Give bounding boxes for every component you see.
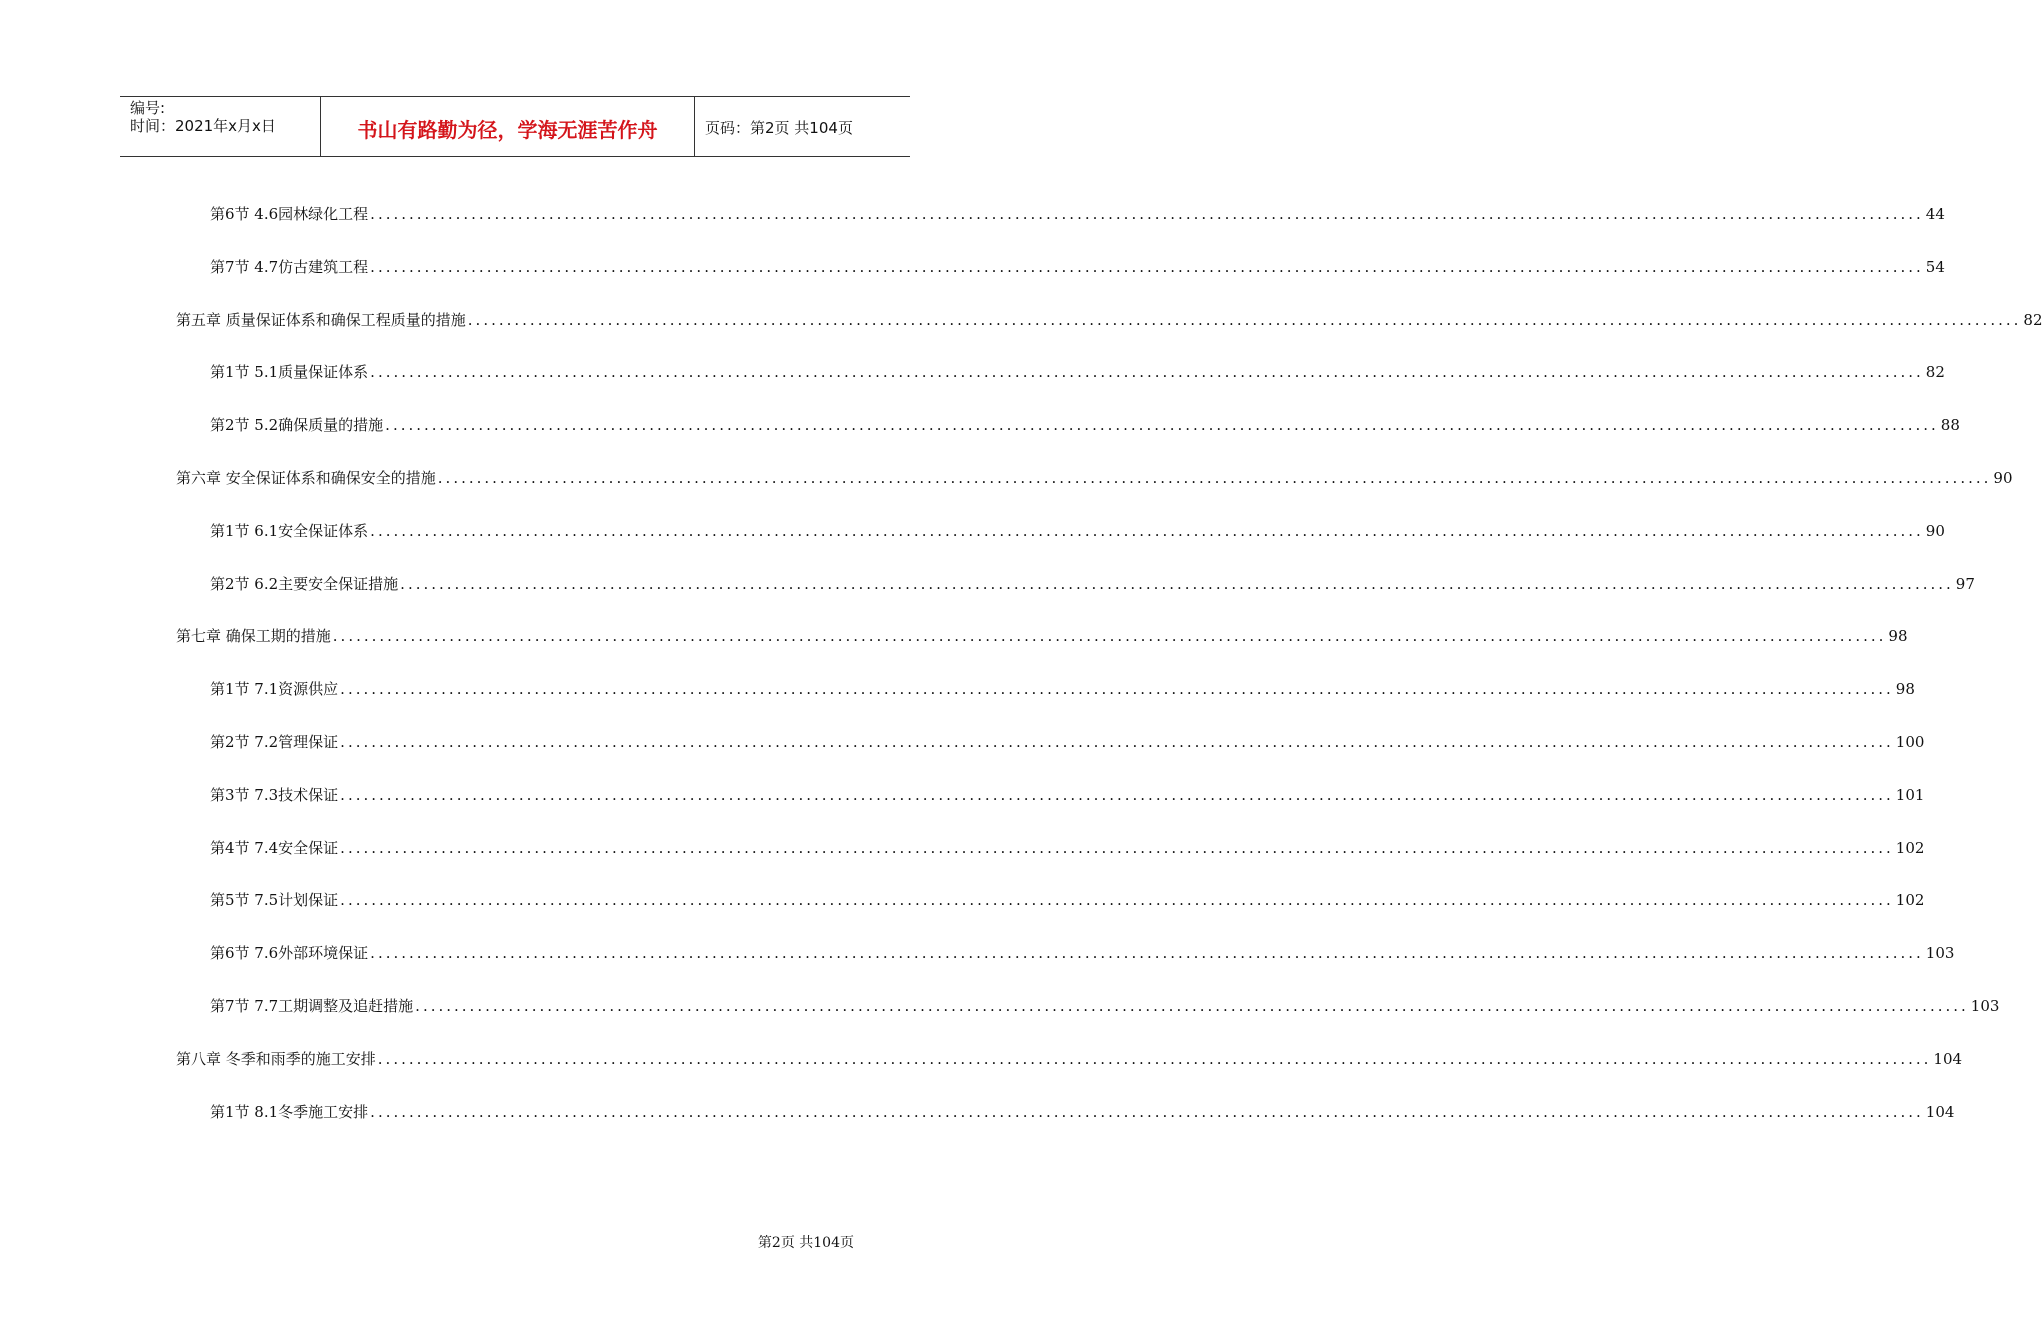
toc-dot-leader: ........................................................................................................................................................................................................ [385,416,1939,434]
header-motto: 书山有路勤为径，学海无涯苦作舟 [357,118,658,142]
toc-entry-page: 82 [1925,363,1945,381]
toc-entry-page: 103 [1970,997,2000,1015]
toc-section-entry[interactable] [210,890,1925,910]
toc-entry-title: 第7节 7.7工期调整及追赶措施 [210,997,414,1015]
toc-entry-page: 103 [1925,944,1955,962]
toc-chapter-entry[interactable] [176,626,1908,646]
toc-entry-title: 第1节 8.1冬季施工安排 [210,1103,369,1121]
toc-section-entry[interactable] [210,415,1960,435]
toc-dot-leader: ........................................................................................................................................................................................................ [340,786,1894,804]
toc-dot-leader: ........................................................................................................................................................................................................ [377,1050,1932,1068]
toc-entry-title: 第4节 7.4安全保证 [210,839,339,857]
toc-entry-title: 第七章 确保工期的措施 [176,627,331,645]
toc-entry-title: 第2节 6.2主要安全保证措施 [210,575,399,593]
toc-section-entry[interactable] [210,732,1925,752]
toc-entry-page: 54 [1925,258,1945,276]
toc-chapter-entry[interactable] [176,468,2013,488]
toc-dot-leader: ........................................................................................................................................................................................................ [370,522,1924,540]
toc-entry-title: 第五章 质量保证体系和确保工程质量的措施 [176,311,466,329]
toc-entry-title: 第八章 冬季和雨季的施工安排 [176,1050,376,1068]
toc-entry-page: 102 [1895,891,1925,909]
toc-section-entry[interactable] [210,996,2000,1016]
page-footer: 第2页 共104页 [757,1235,854,1251]
toc-entry-page: 88 [1940,416,1960,434]
toc-entry-title: 第5节 7.5计划保证 [210,891,339,909]
toc-section-entry[interactable] [210,785,1925,805]
toc-dot-leader: ........................................................................................................................................................................................................ [415,997,1969,1015]
toc-entry-title: 第6节 7.6外部环境保证 [210,944,369,962]
toc-entry-title: 第六章 安全保证体系和确保安全的措施 [176,469,436,487]
header-info-cell [120,97,321,156]
toc-section-entry[interactable] [210,521,1945,541]
toc-entry-page: 82 [2023,311,2043,329]
page-header [120,96,910,157]
toc-chapter-entry[interactable] [176,1049,1963,1069]
toc-entry-page: 90 [1993,469,2013,487]
toc-section-entry[interactable] [210,943,1955,963]
toc-dot-leader: ........................................................................................................................................................................................................ [370,363,1924,381]
toc-section-entry[interactable] [210,362,1945,382]
toc-section-entry[interactable] [210,574,1975,594]
toc-dot-leader: ........................................................................................................................................................................................................ [370,258,1924,276]
toc-entry-title: 第1节 5.1质量保证体系 [210,363,369,381]
toc-entry-page: 100 [1895,733,1925,751]
toc-chapter-entry[interactable] [176,310,2043,330]
toc-entry-page: 101 [1895,786,1925,804]
toc-dot-leader: ........................................................................................................................................................................................................ [467,311,2022,329]
toc-dot-leader: ........................................................................................................................................................................................................ [340,680,1894,698]
toc-entry-page: 104 [1925,1103,1955,1121]
document-number-label: 编号: [130,99,166,117]
toc-entry-title: 第1节 7.1资源供应 [210,680,339,698]
toc-section-entry[interactable] [210,204,1945,224]
toc-dot-leader: ........................................................................................................................................................................................................ [340,839,1894,857]
toc-entry-page: 97 [1955,575,1975,593]
toc-entry-page: 90 [1925,522,1945,540]
toc-dot-leader: ........................................................................................................................................................................................................ [370,1103,1924,1121]
toc-entry-page: 102 [1895,839,1925,857]
toc-section-entry[interactable] [210,679,1915,699]
toc-section-entry[interactable] [210,838,1925,858]
header-page-cell [695,97,910,156]
toc-entry-title: 第7节 4.7仿古建筑工程 [210,258,369,276]
toc-dot-leader: ........................................................................................................................................................................................................ [340,733,1894,751]
toc-dot-leader: ........................................................................................................................................................................................................ [400,575,1954,593]
toc-dot-leader: ........................................................................................................................................................................................................ [370,205,1924,223]
document-time-label: 时间：2021年x月x日 [130,117,276,135]
toc-entry-page: 44 [1925,205,1945,223]
toc-entry-title: 第3节 7.3技术保证 [210,786,339,804]
toc-entry-title: 第2节 5.2确保质量的措施 [210,416,384,434]
toc-dot-leader: ........................................................................................................................................................................................................ [340,891,1894,909]
toc-dot-leader: ........................................................................................................................................................................................................ [332,627,1887,645]
toc-section-entry[interactable] [210,257,1945,277]
toc-entry-title: 第1节 6.1安全保证体系 [210,522,369,540]
toc-entry-page: 98 [1888,627,1908,645]
toc-entry-page: 104 [1933,1050,1963,1068]
toc-dot-leader: ........................................................................................................................................................................................................ [437,469,1992,487]
toc-section-entry[interactable] [210,1102,1955,1122]
toc-entry-title: 第6节 4.6园林绿化工程 [210,205,369,223]
toc-entry-page: 98 [1895,680,1915,698]
header-page-code: 页码：第2页 共104页 [705,119,853,137]
toc-dot-leader: ........................................................................................................................................................................................................ [370,944,1924,962]
toc-entry-title: 第2节 7.2管理保证 [210,733,339,751]
header-motto-cell [321,97,695,156]
